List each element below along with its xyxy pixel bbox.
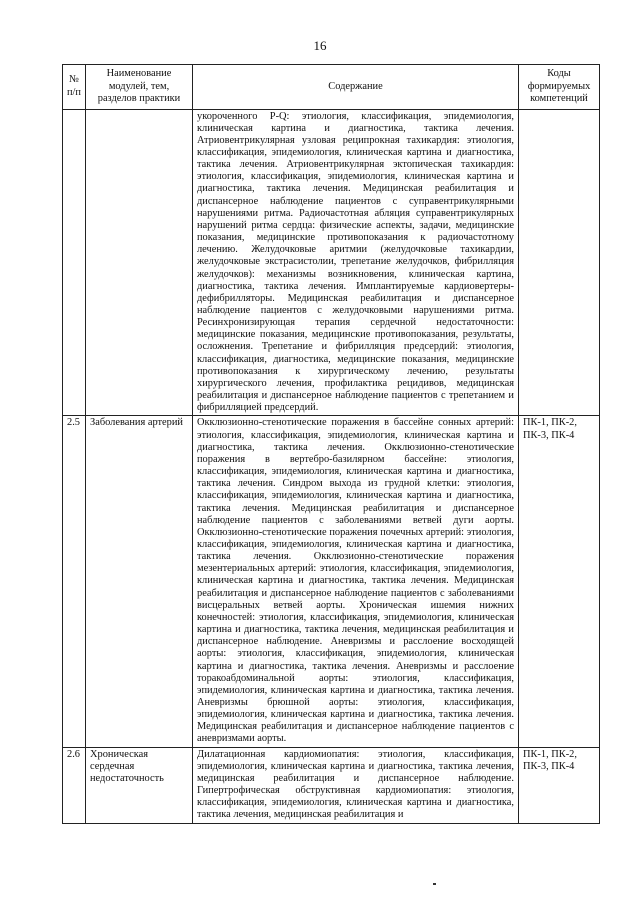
header-number: № п/п xyxy=(63,65,86,110)
table-row xyxy=(63,109,600,416)
table-header-row xyxy=(63,65,600,110)
row-number: 2.5 xyxy=(63,416,86,747)
row-number xyxy=(63,109,86,416)
header-name: Наименование модулей, тем, разделов практики xyxy=(86,65,193,110)
page-number: 16 xyxy=(313,38,327,53)
table-row xyxy=(63,416,600,747)
header-codes: Коды формируемых компетенций xyxy=(519,65,600,110)
row-name: Хроническая сердечная недостаточность xyxy=(86,747,193,823)
curriculum-table xyxy=(62,64,600,824)
row-name: Заболевания артерий xyxy=(86,416,193,747)
row-content: Окклюзионно-стенотические поражения в бассейне сонных артерий: этиология, классификация, эпидемиология, клиническая картина и диагностика, тактика лечения. Окклюзионно-стенотические поражения в вертебро-базилярном бассейне: этиология, классификация, эпидемиология, клиническая картина и диагностика, тактика лечения. Синдром выхода из грудной клетки: этиология, классификация, эпидемиология, клиническая картина и диагностика, тактика лечения. Медицинская реабилитация и диспансерное наблюдение пациентов с заболеваниями ветвей дуги аорты. Окклюзионно-стенотические поражения почечных артерий: этиология, классификация, эпидемиология, клиническая картина и диагностика, тактика лечения. Окклюзионно-стенотические поражения мезентериальных артерий: этиология, классификация, эпидемиология, клиническая картина и диагностика, тактика лечения. Медицинская реабилитация и диспансерное наблюдение пациентов с заболеваниями висцеральных ветвей аорты. Хроническая ишемия нижних конечностей: этиология, классификация, эпидемиология, клиническая картина и диагностика, тактика лечения, медицинская реабилитация и диспансерное наблюдение. Аневризмы и расслоение восходящей аорты: этиология, классификация, эпидемиология, клиническая картина и диагностика, тактика лечения. Аневризмы и расслоение торакоабдоминальной аорты: этиология, классификация, эпидемиология, клиническая картина и диагностика, тактика лечения. Аневризмы брюшной аорты: этиология, классификация, эпидемиология, клиническая картина и диагностика, тактика лечения. Медицинская реабилитация и диспансерное наблюдение пациентов с аневризмами аорты. xyxy=(193,416,519,747)
row-content: Дилатационная кардиомиопатия: этиология, классификация, эпидемиология, клиническая картина и диагностика, тактика лечения, медицинская реабилитация и диспансерное наблюдение. Гипертрофическая обструктивная кардиомиопатия: этиология, классификация, эпидемиология, клиническая картина и диагностика, тактика лечения, медицинская реабилитация и xyxy=(193,747,519,823)
row-content: укороченного P-Q: этиология, классификация, эпидемиология, клиническая картина и диагностика, тактика лечения. Атриовентрикулярная узловая реципрокная тахикардия: этиология, классификация, эпидемиология, клиническая картина и диагностика, тактика лечения. Атриовентрикулярная эктопическая тахикардия: этиология, классификация, эпидемиология, клиническая картина и диагностика, тактика лечения. Медицинская реабилитация и диспансерное наблюдение пациентов с суправентрикулярными нарушениями ритма. Радиочастотная абляция суправентрикулярных нарушений ритма сердца: физические аспекты, задачи, медицинские показания, медицинские противопоказания к радиочастотному лечению. Желудочковые аритмии (желудочковые тахикардии, желудочковые экстрасистолии, трепетание желудочков, фибрилляция желудочков): механизмы возникновения, клиническая картина, диагностика, тактика лечения. Имплантируемые кардиовертеры-дефибрилляторы. Медицинская реабилитация и диспансерное наблюдение пациентов с желудочковыми нарушениями ритма. Ресинхронизирующая терапия сердечной недостаточности: медицинские показания, медицинские противопоказания, результаты, осложнения. Трепетание и фибрилляция предсердий: этиология, классификация, диагностика, медицинские показания, медицинские противопоказания к хирургическому лечению, результаты хирургического лечения, профилактика рецидивов, медицинская реабилитация и диспансерное наблюдение пациентов с трепетанием и фибрилляцией предсердий. xyxy=(193,109,519,416)
row-number: 2.6 xyxy=(63,747,86,823)
row-name xyxy=(86,109,193,416)
scan-speck xyxy=(433,883,436,885)
header-content: Содержание xyxy=(193,65,519,110)
row-codes xyxy=(519,109,600,416)
row-codes: ПК-1, ПК-2, ПК-3, ПК-4 xyxy=(519,416,600,747)
row-codes: ПК-1, ПК-2, ПК-3, ПК-4 xyxy=(519,747,600,823)
table-row xyxy=(63,747,600,823)
